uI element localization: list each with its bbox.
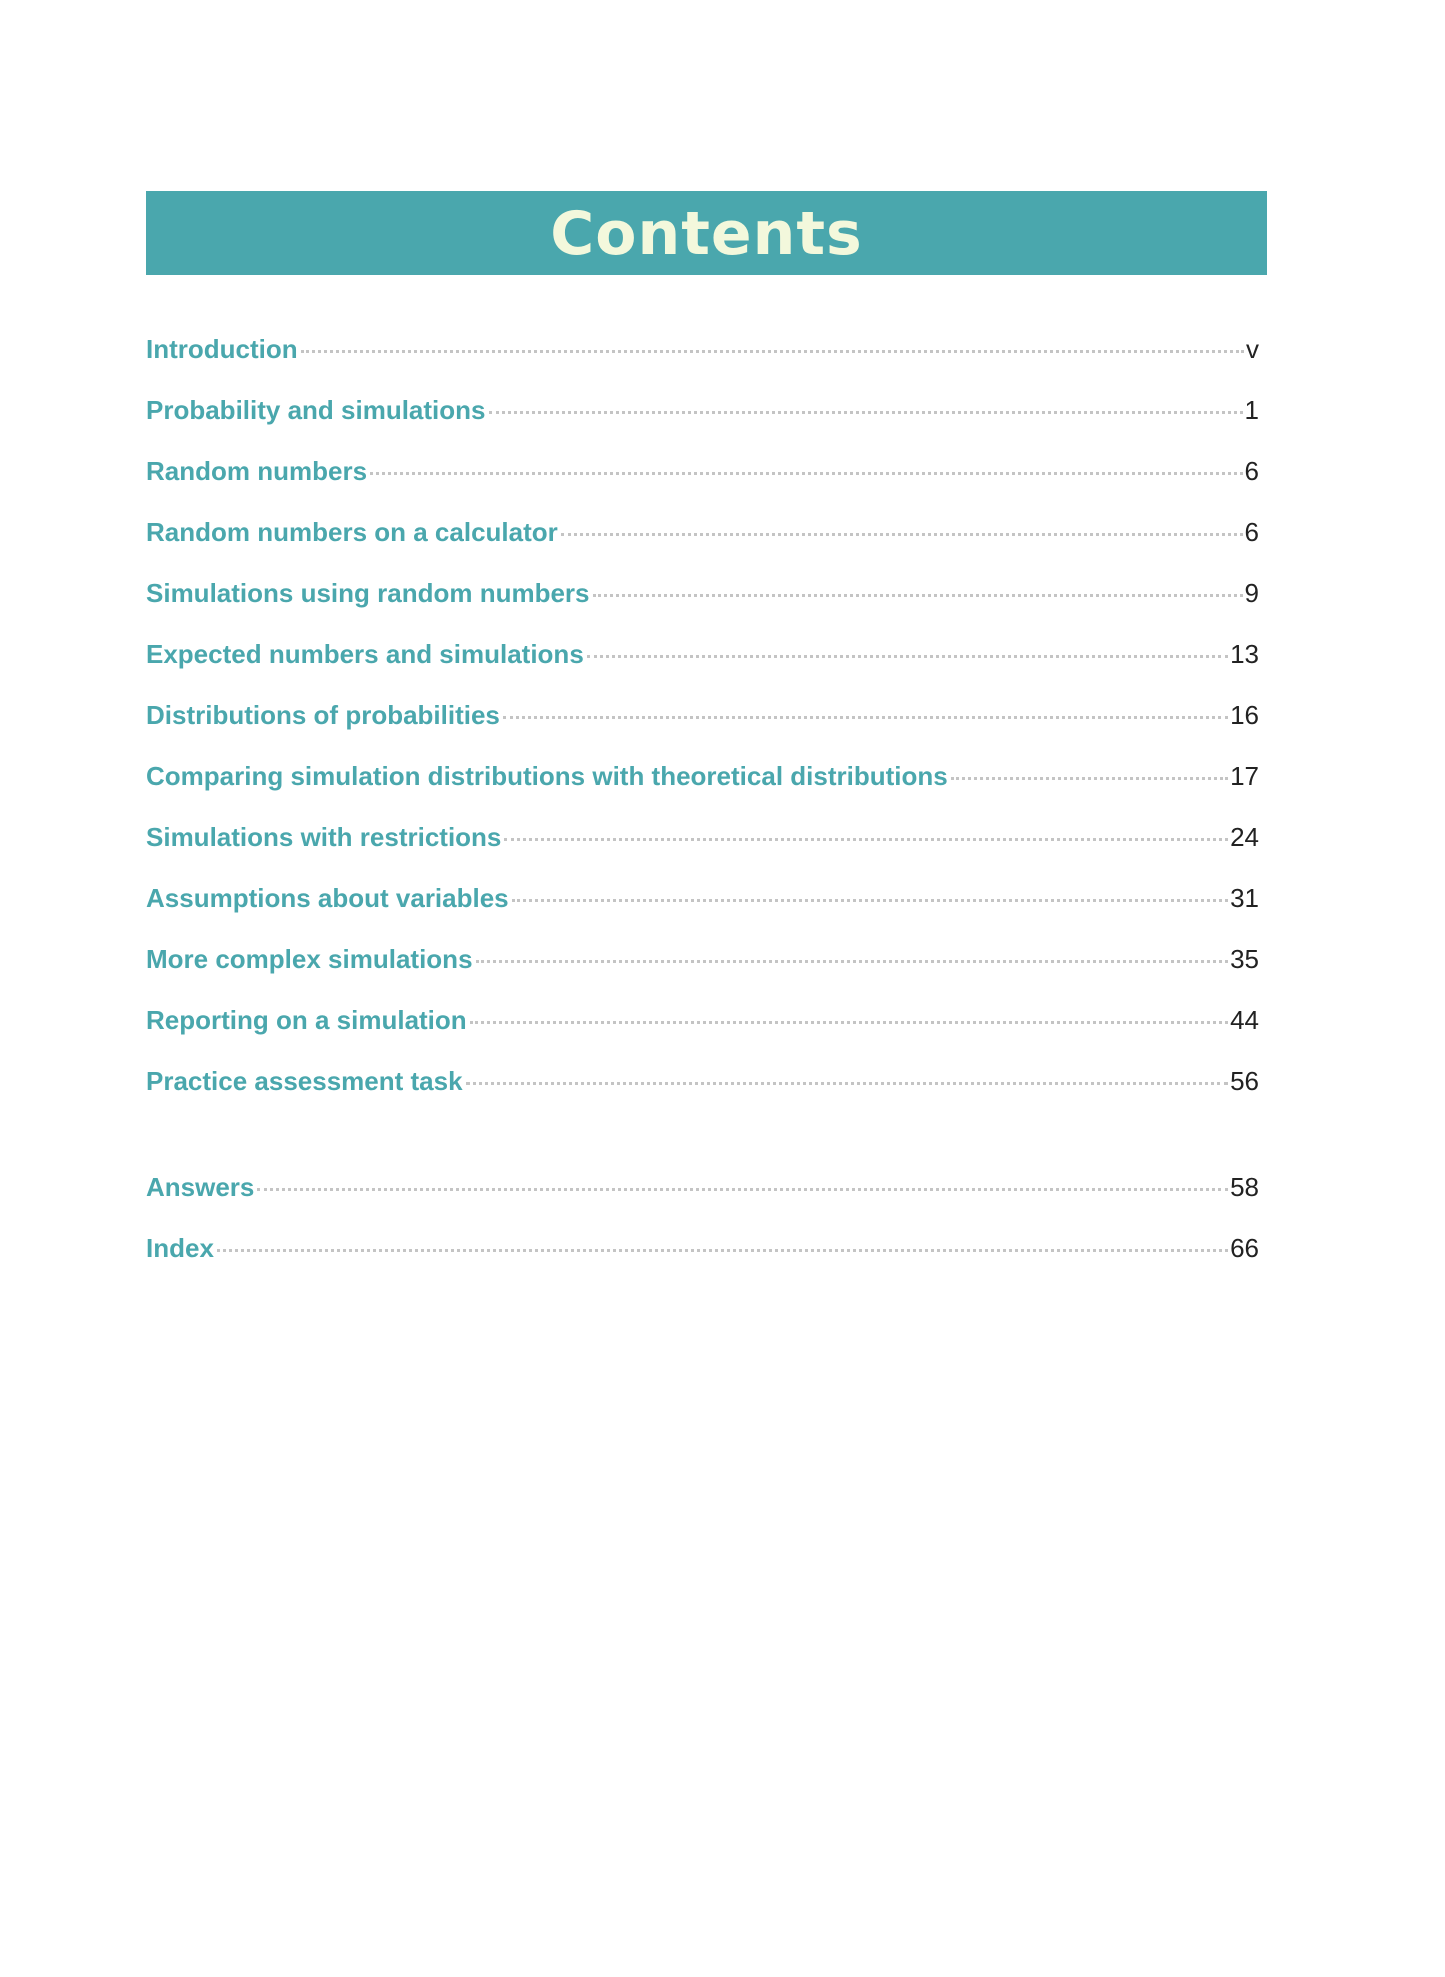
toc-entry-title: Index bbox=[146, 1233, 214, 1263]
toc-entry-title: Answers bbox=[146, 1172, 255, 1202]
toc-entry-random-numbers-on-a-calculator[interactable] bbox=[146, 510, 1259, 571]
dot-leader bbox=[217, 1249, 1228, 1252]
title-banner bbox=[146, 191, 1267, 275]
toc-entry-page: 58 bbox=[1230, 1172, 1259, 1202]
toc-entry-page: 6 bbox=[1244, 517, 1259, 547]
dot-leader bbox=[257, 1188, 1228, 1191]
toc-entry-page: 56 bbox=[1230, 1066, 1259, 1096]
dot-leader bbox=[466, 1082, 1229, 1085]
dot-leader bbox=[504, 838, 1228, 841]
dot-leader bbox=[370, 472, 1243, 475]
toc-entry-page: v bbox=[1246, 334, 1259, 364]
toc-entry-assumptions-about-variables[interactable] bbox=[146, 876, 1259, 937]
toc-entry-reporting-on-a-simulation[interactable] bbox=[146, 998, 1259, 1059]
dot-leader bbox=[470, 1021, 1228, 1024]
toc-entry-probability-and-simulations[interactable] bbox=[146, 388, 1259, 449]
dot-leader bbox=[593, 594, 1243, 597]
table-of-contents bbox=[146, 327, 1259, 1287]
toc-entry-index[interactable] bbox=[146, 1226, 1259, 1287]
toc-entry-random-numbers[interactable] bbox=[146, 449, 1259, 510]
toc-entry-page: 9 bbox=[1244, 578, 1259, 608]
toc-entry-title: Random numbers on a calculator bbox=[146, 517, 558, 547]
dot-leader bbox=[503, 716, 1228, 719]
dot-leader bbox=[561, 533, 1243, 536]
toc-entry-expected-numbers-and-simulations[interactable] bbox=[146, 632, 1259, 693]
toc-entry-title: Random numbers bbox=[146, 456, 368, 486]
toc-entry-page: 24 bbox=[1230, 822, 1259, 852]
dot-leader bbox=[587, 655, 1228, 658]
toc-entry-title: Assumptions about variables bbox=[146, 883, 509, 913]
toc-entry-introduction[interactable] bbox=[146, 327, 1259, 388]
toc-entry-page: 13 bbox=[1230, 639, 1259, 669]
toc-entry-title: Comparing simulation distributions with theoretical distributions bbox=[146, 761, 948, 791]
toc-entry-title: Reporting on a simulation bbox=[146, 1005, 467, 1035]
toc-entry-title: Practice assessment task bbox=[146, 1066, 463, 1096]
toc-entry-more-complex-simulations[interactable] bbox=[146, 937, 1259, 998]
toc-entry-page: 16 bbox=[1230, 700, 1259, 730]
toc-entry-page: 6 bbox=[1244, 456, 1259, 486]
toc-entry-simulations-using-random-numbers[interactable] bbox=[146, 571, 1259, 632]
toc-entry-practice-assessment-task[interactable] bbox=[146, 1059, 1259, 1120]
toc-entry-comparing-simulation-distributions[interactable] bbox=[146, 754, 1259, 815]
dot-leader bbox=[951, 777, 1228, 780]
toc-entry-title: Simulations using random numbers bbox=[146, 578, 590, 608]
dot-leader bbox=[489, 411, 1243, 414]
toc-entry-simulations-with-restrictions[interactable] bbox=[146, 815, 1259, 876]
page-title: Contents bbox=[550, 199, 863, 269]
toc-entry-page: 66 bbox=[1230, 1233, 1259, 1263]
dot-leader bbox=[512, 899, 1228, 902]
toc-entry-answers[interactable] bbox=[146, 1165, 1259, 1226]
toc-entry-title: More complex simulations bbox=[146, 944, 473, 974]
toc-entry-title: Simulations with restrictions bbox=[146, 822, 502, 852]
toc-entry-page: 44 bbox=[1230, 1005, 1259, 1035]
toc-entry-title: Distributions of probabilities bbox=[146, 700, 500, 730]
dot-leader bbox=[476, 960, 1229, 963]
toc-entry-page: 1 bbox=[1244, 395, 1259, 425]
toc-entry-page: 31 bbox=[1230, 883, 1259, 913]
toc-entry-page: 35 bbox=[1230, 944, 1259, 974]
toc-entry-distributions-of-probabilities[interactable] bbox=[146, 693, 1259, 754]
toc-entry-title: Probability and simulations bbox=[146, 395, 486, 425]
toc-entry-title: Introduction bbox=[146, 334, 298, 364]
dot-leader bbox=[301, 350, 1244, 353]
toc-entry-page: 17 bbox=[1230, 761, 1259, 791]
toc-entry-title: Expected numbers and simulations bbox=[146, 639, 584, 669]
